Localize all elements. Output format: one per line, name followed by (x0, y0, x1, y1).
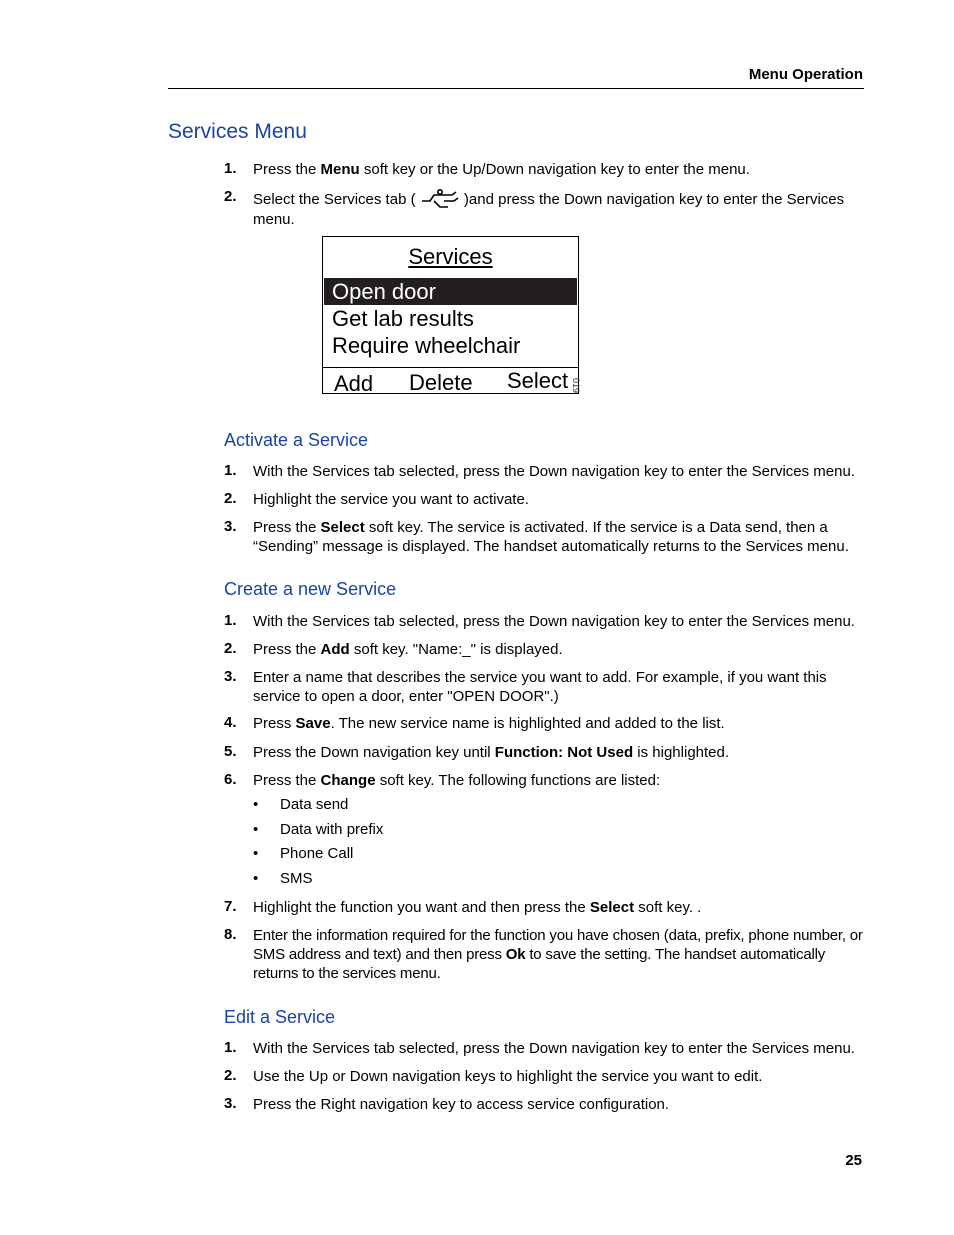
step-number: 1. (224, 462, 237, 479)
step-number: 1. (224, 1039, 237, 1056)
create-step-8: Enter the information required for the function you have chosen (data, prefix, phone number, or SMS address and text) and then press Ok to save the setting. The handset automatically returns to the services menu. (253, 927, 863, 982)
handset-screen (322, 236, 579, 394)
create-step-7: Highlight the function you want and then press the Select soft key. . (253, 899, 702, 916)
figure-id: 019 (571, 378, 581, 394)
bullet: • (253, 796, 259, 813)
create-step-1: With the Services tab selected, press the Down navigation key to enter the Services menu. (253, 613, 855, 630)
intro-step-2: Select the Services tab ( )and press the Down navigation key to enter the Services menu. (253, 188, 865, 229)
services-tab-icon (420, 188, 460, 210)
edit-step-2: Use the Up or Down navigation keys to highlight the service you want to edit. (253, 1068, 763, 1085)
step-number: 2. (224, 1067, 237, 1084)
create-step-5: Press the Down navigation key until Function: Not Used is highlighted. (253, 744, 730, 761)
step-number: 6. (224, 771, 237, 788)
screen-selected-item: Open door (324, 278, 577, 305)
step-number: 4. (224, 714, 237, 731)
step-number: 2. (224, 188, 237, 205)
step-number: 3. (224, 1095, 237, 1112)
heading-activate: Activate a Service (224, 430, 369, 450)
header-rule (168, 88, 864, 89)
list-item: Data send (280, 796, 349, 813)
create-step-4: Press Save. The new service name is highlighted and added to the list. (253, 715, 725, 732)
step-number: 3. (224, 518, 237, 535)
screen-title: Services (408, 244, 493, 269)
list-item: SMS (280, 870, 313, 887)
bullet: • (253, 821, 259, 838)
step-number: 3. (224, 668, 237, 685)
edit-step-1: With the Services tab selected, press the Down navigation key to enter the Services menu. (253, 1040, 855, 1057)
page-title: Services Menu (168, 120, 307, 143)
step-number: 2. (224, 490, 237, 507)
step-number: 5. (224, 743, 237, 760)
activate-step-2: Highlight the service you want to activate. (253, 491, 529, 508)
softkey-add: Add (334, 371, 374, 396)
list-item: Data with prefix (280, 821, 384, 838)
softkey-delete: Delete (409, 370, 473, 395)
screen-list-item: Require wheelchair (332, 333, 521, 358)
create-step-3: Enter a name that describes the service you want to add. For example, if you want this service to open a door, enter "OPEN DOOR".) (253, 669, 827, 705)
step-number: 1. (224, 612, 237, 629)
list-item: Phone Call (280, 845, 354, 862)
activate-step-1: With the Services tab selected, press the Down navigation key to enter the Services menu. (253, 463, 855, 480)
softkey-select: Select (507, 368, 569, 393)
create-step-6: Press the Change soft key. The following functions are listed: (253, 772, 661, 789)
create-step-2: Press the Add soft key. "Name:_" is displayed. (253, 641, 563, 658)
edit-step-3: Press the Right navigation key to access service configuration. (253, 1096, 670, 1113)
heading-edit: Edit a Service (224, 1007, 336, 1027)
screen-list-item: Get lab results (332, 306, 474, 331)
running-header: Menu Operation (748, 66, 863, 83)
intro-step-1: Press the Menu soft key or the Up/Down navigation key to enter the menu. (253, 161, 750, 178)
step-number: 7. (224, 898, 237, 915)
step-number: 8. (224, 926, 237, 943)
step-number: 1. (224, 160, 237, 177)
step-number: 2. (224, 640, 237, 657)
bullet: • (253, 870, 259, 887)
bullet: • (253, 845, 259, 862)
heading-create: Create a new Service (224, 579, 397, 599)
activate-step-3: Press the Select soft key. The service is activated. If the service is a Data send, then a “Sending” message is displayed. The handset automatically returns to the Services menu. (253, 519, 849, 555)
page-number: 25 (845, 1152, 862, 1169)
